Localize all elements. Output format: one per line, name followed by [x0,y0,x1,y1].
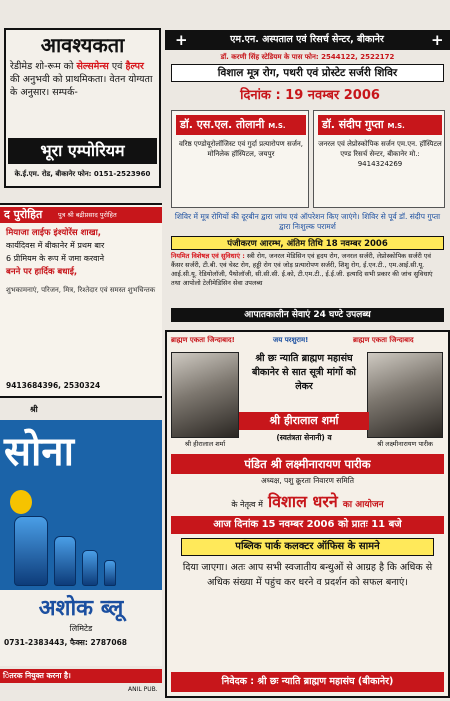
camp-note: शिविर में मूत्र रोगियों की दूरबीन द्वारा जांच एवं ऑपरेशन किए जाएंगे। शिविर से पूर्व डॉ. संदीप गुप्ता द्वारा निःशुल्क परामर्श [174,212,441,231]
company-label: लिमिटेड [69,624,93,633]
ad-body: रेडीमेड शो-रूम को सेल्समेन्स एवं हैल्पर की अनुभवी को प्राथमिकता। वेतन योग्यता के अनुसार। सम्पर्क- [10,61,153,98]
camp-header: + एम.एन. अस्पताल एवं रिसर्च सेन्टर, बीकानेर + [165,30,450,50]
doctor-1-name: डॉ. एस.एल. तोलानी M.S. [176,115,306,135]
purohit-header-bar: द पुरोहित पुत्र श्री बद्रीप्रसाद पुरोहित [0,207,162,223]
sona-footer-area [0,590,162,666]
purohit-phone: 9413684396, 2530324 [6,381,101,390]
plus-left-icon: + [175,31,188,49]
bottle-small-icon [82,550,98,586]
sona-ad [0,420,162,666]
slogan-row: ब्राह्मण एकता जिन्दाबाद! जय परशुराम! ब्राह्मण एकता जिन्दाबाद [171,336,414,344]
bottle-medium-icon [54,536,76,586]
left-column [0,0,165,701]
shop-address: के.ई.एम. रोड, बीकानेर फोन: 0151-2523960 [14,170,151,178]
center-text: श्री छः न्याति ब्राह्मण महासंघ बीकानेर से सात सूत्री मांगों को लेकर [252,353,356,392]
shri-label: श्री [30,405,38,414]
appeal-text: दिया जाएगा। अतः आप सभी स्वजातीय बन्धुओं से आग्रह है कि अधिक से अधिक संख्या में पहुंच कर धरने व प्रदर्शन को सफल बनाएं। [182,562,433,588]
dharna-footer: निवेदक : श्री छः न्याति ब्राह्मण महासंघ (बीकानेर) [171,672,444,692]
purohit-small-text: शुभकामनाएं, परिजन, मित्र, रिश्तेदार एवं समस्त शुभचिन्तक [6,286,156,294]
caption-right: श्री लक्ष्मीनारायण पारीक [376,440,434,448]
doctor-1-card [171,110,309,208]
bottle-large-icon [14,516,48,586]
dharna-ad [165,330,450,698]
purohit-ad: द पुरोहित पुत्र श्री बद्रीप्रसाद पुरोहित मियाजा लाईफ इंश्योरेंस शाखा, कार्यदिवस में बीकानेर में प्रथम बार 6 प्रीमियम के रूप में जमा करवाने बनने पर हार्दिक बधाई, शुभकामनाएं, परिजन, मित्र, रिश्तेदार एवं समस्त शुभचिन्तक 9413684396, 2530324 [0,203,162,398]
emergency-line: आपातकालीन सेवाएं 24 घण्टे उपलब्ध [171,308,444,322]
leader-2-name: पंडित श्री लक्ष्मीनारायण पारीक [171,454,444,474]
doctor-2-card [313,110,445,208]
right-column [165,0,450,701]
shop-name: भूरा एम्पोरियम [8,138,157,164]
badge-icon [10,490,32,514]
event-line: के नेतृत्व में विशाल धरने का आयोजन [231,492,384,511]
ad-title: आवश्यकता [40,33,125,57]
photo-laxminarayan [367,352,443,438]
sona-footer-bar: ितरक नियुक्त करना है। [0,669,162,683]
sona-brand: सोना [4,429,74,475]
leader-name: श्री हीरालाल शर्मा [239,412,369,430]
plus-right-icon: + [431,31,444,49]
doctor-1-desc: वरिष्ठ एण्डोयूरोलॉजिस्ट एवं गुर्दा प्रत्यारोपण सर्जन, मोनिलेक हॉस्पिटल, जयपुर [179,140,303,158]
camp-ad: + एम.एन. अस्पताल एवं रिसर्च सेन्टर, बीकानेर + डॉ. करणी सिंह स्टेडियम के पास फोन: 2544122, 2522172 विशाल मूत्र रोग, पथरी एवं प्रोस्टेट सर्जरी शिविर दिनांक : 19 नवम्बर 2006 डॉ. एस.एल. तोलानी M.S. वरिष्ठ एण्डोयूरोलॉजिस्ट एवं गुर्दा प्रत्यारोपण सर्जन, मोनिलेक हॉस्पिटल, जयपुर डॉ. संदीप गुप्ता M.S. जनरल एवं लेप्रोस्कोपिक सर्जन एम.एन. हॉस्पिटल एण्ड रिसर्च सेन्टर, बीकानेर मो.: 9414324269 शिविर में मूत्र रोगियों की दूरबीन द्वारा जांच एवं ऑपरेशन किए जाएंगे। शिविर से पूर्व डॉ. संदीप गुप्ता द्वारा निःशुल्क परामर्श पंजीकरण आरम्भ, अंतिम तिथि 18 नवम्बर 2006 नियमित विशेषज्ञ एवं सुविधाएं : स्त्री रोग, जनरल मेडिसिन एवं हृदय रोग, जनरल सर्जरी, लेप्रोस्कोपिक सर्जरी एवं कैंसर सर्जरी, टी.बी. एवं चेस्ट रोग, हड्डी रोग एवं जोड़ प्रत्यारोपण सर्जरी, शिशु रोग, ई.एन.टी., एम.आई.सी.यू. आई.सी.यू. रेडियोलॉजी, पैथोलॉजी, सी.सी.सी. ई.को, टी.एम.टी., ई.ई.जी. इत्यादि सभी प्रकार की जांच सुविधाएं तथा आपोलो टेलीमेडिसिन सेवा उपलब्ध आपातकालीन सेवाएं 24 घण्टे उपलब्ध [165,30,450,326]
job-ad [4,28,161,188]
date-line: आज दिनांक 15 नवम्बर 2006 को प्रातः 11 बजे [171,516,444,534]
doctor-2-name: डॉ. संदीप गुप्ता M.S. [318,115,442,135]
registration-line: पंजीकरण आरम्भ, अंतिम तिथि 18 नवम्बर 2006 [171,236,444,250]
doctor-2-desc: जनरल एवं लेप्रोस्कोपिक सर्जन एम.एन. हॉस्पिटल एण्ड रिसर्च सेन्टर, बीकानेर मो.: 9414324269 [318,140,442,168]
camp-date: दिनांक : 19 नवम्बर 2006 [240,88,380,103]
leader-2-sub: अध्यक्ष, पशु क्रूरता निवारण समिति [260,476,355,485]
bottle-tiny-icon [104,560,116,586]
camp-title: विशाल मूत्र रोग, पथरी एवं प्रोस्टेट सर्जरी शिविर [171,64,444,82]
product-name: अशोक ब्लू [38,596,124,621]
venue-line: पब्लिक पार्क कलक्टर ऑफिस के सामने [181,538,434,556]
photo-hiralal [171,352,239,438]
credit-label: ANIL PUB. [128,686,158,693]
company-phone: 0731-2383443, फैक्स: 2787068 [4,638,128,647]
leader-sub: (स्वतंत्रता सेनानी) व [276,433,332,442]
caption-left: श्री हीरालाल शर्मा [184,440,226,448]
facilities: नियमित विशेषज्ञ एवं सुविधाएं : स्त्री रोग, जनरल मेडिसिन एवं हृदय रोग, जनरल सर्जरी, लेप्रोस्कोपिक सर्जरी एवं कैंसर सर्जरी, टी.बी. एवं चेस्ट रोग, हड्डी रोग एवं जोड़ प्रत्यारोपण सर्जरी, शिशु रोग, ई.एन.टी., एम.आई.सी.यू. आई.सी.यू. रेडियोलॉजी, पैथोलॉजी, सी.सी.सी. ई.को, टी.एम.टी., ई.ई.जी. इत्यादि सभी प्रकार की जांच सुविधाएं तथा आपोलो टेलीमेडिसिन सेवा उपलब्ध [171,252,433,287]
